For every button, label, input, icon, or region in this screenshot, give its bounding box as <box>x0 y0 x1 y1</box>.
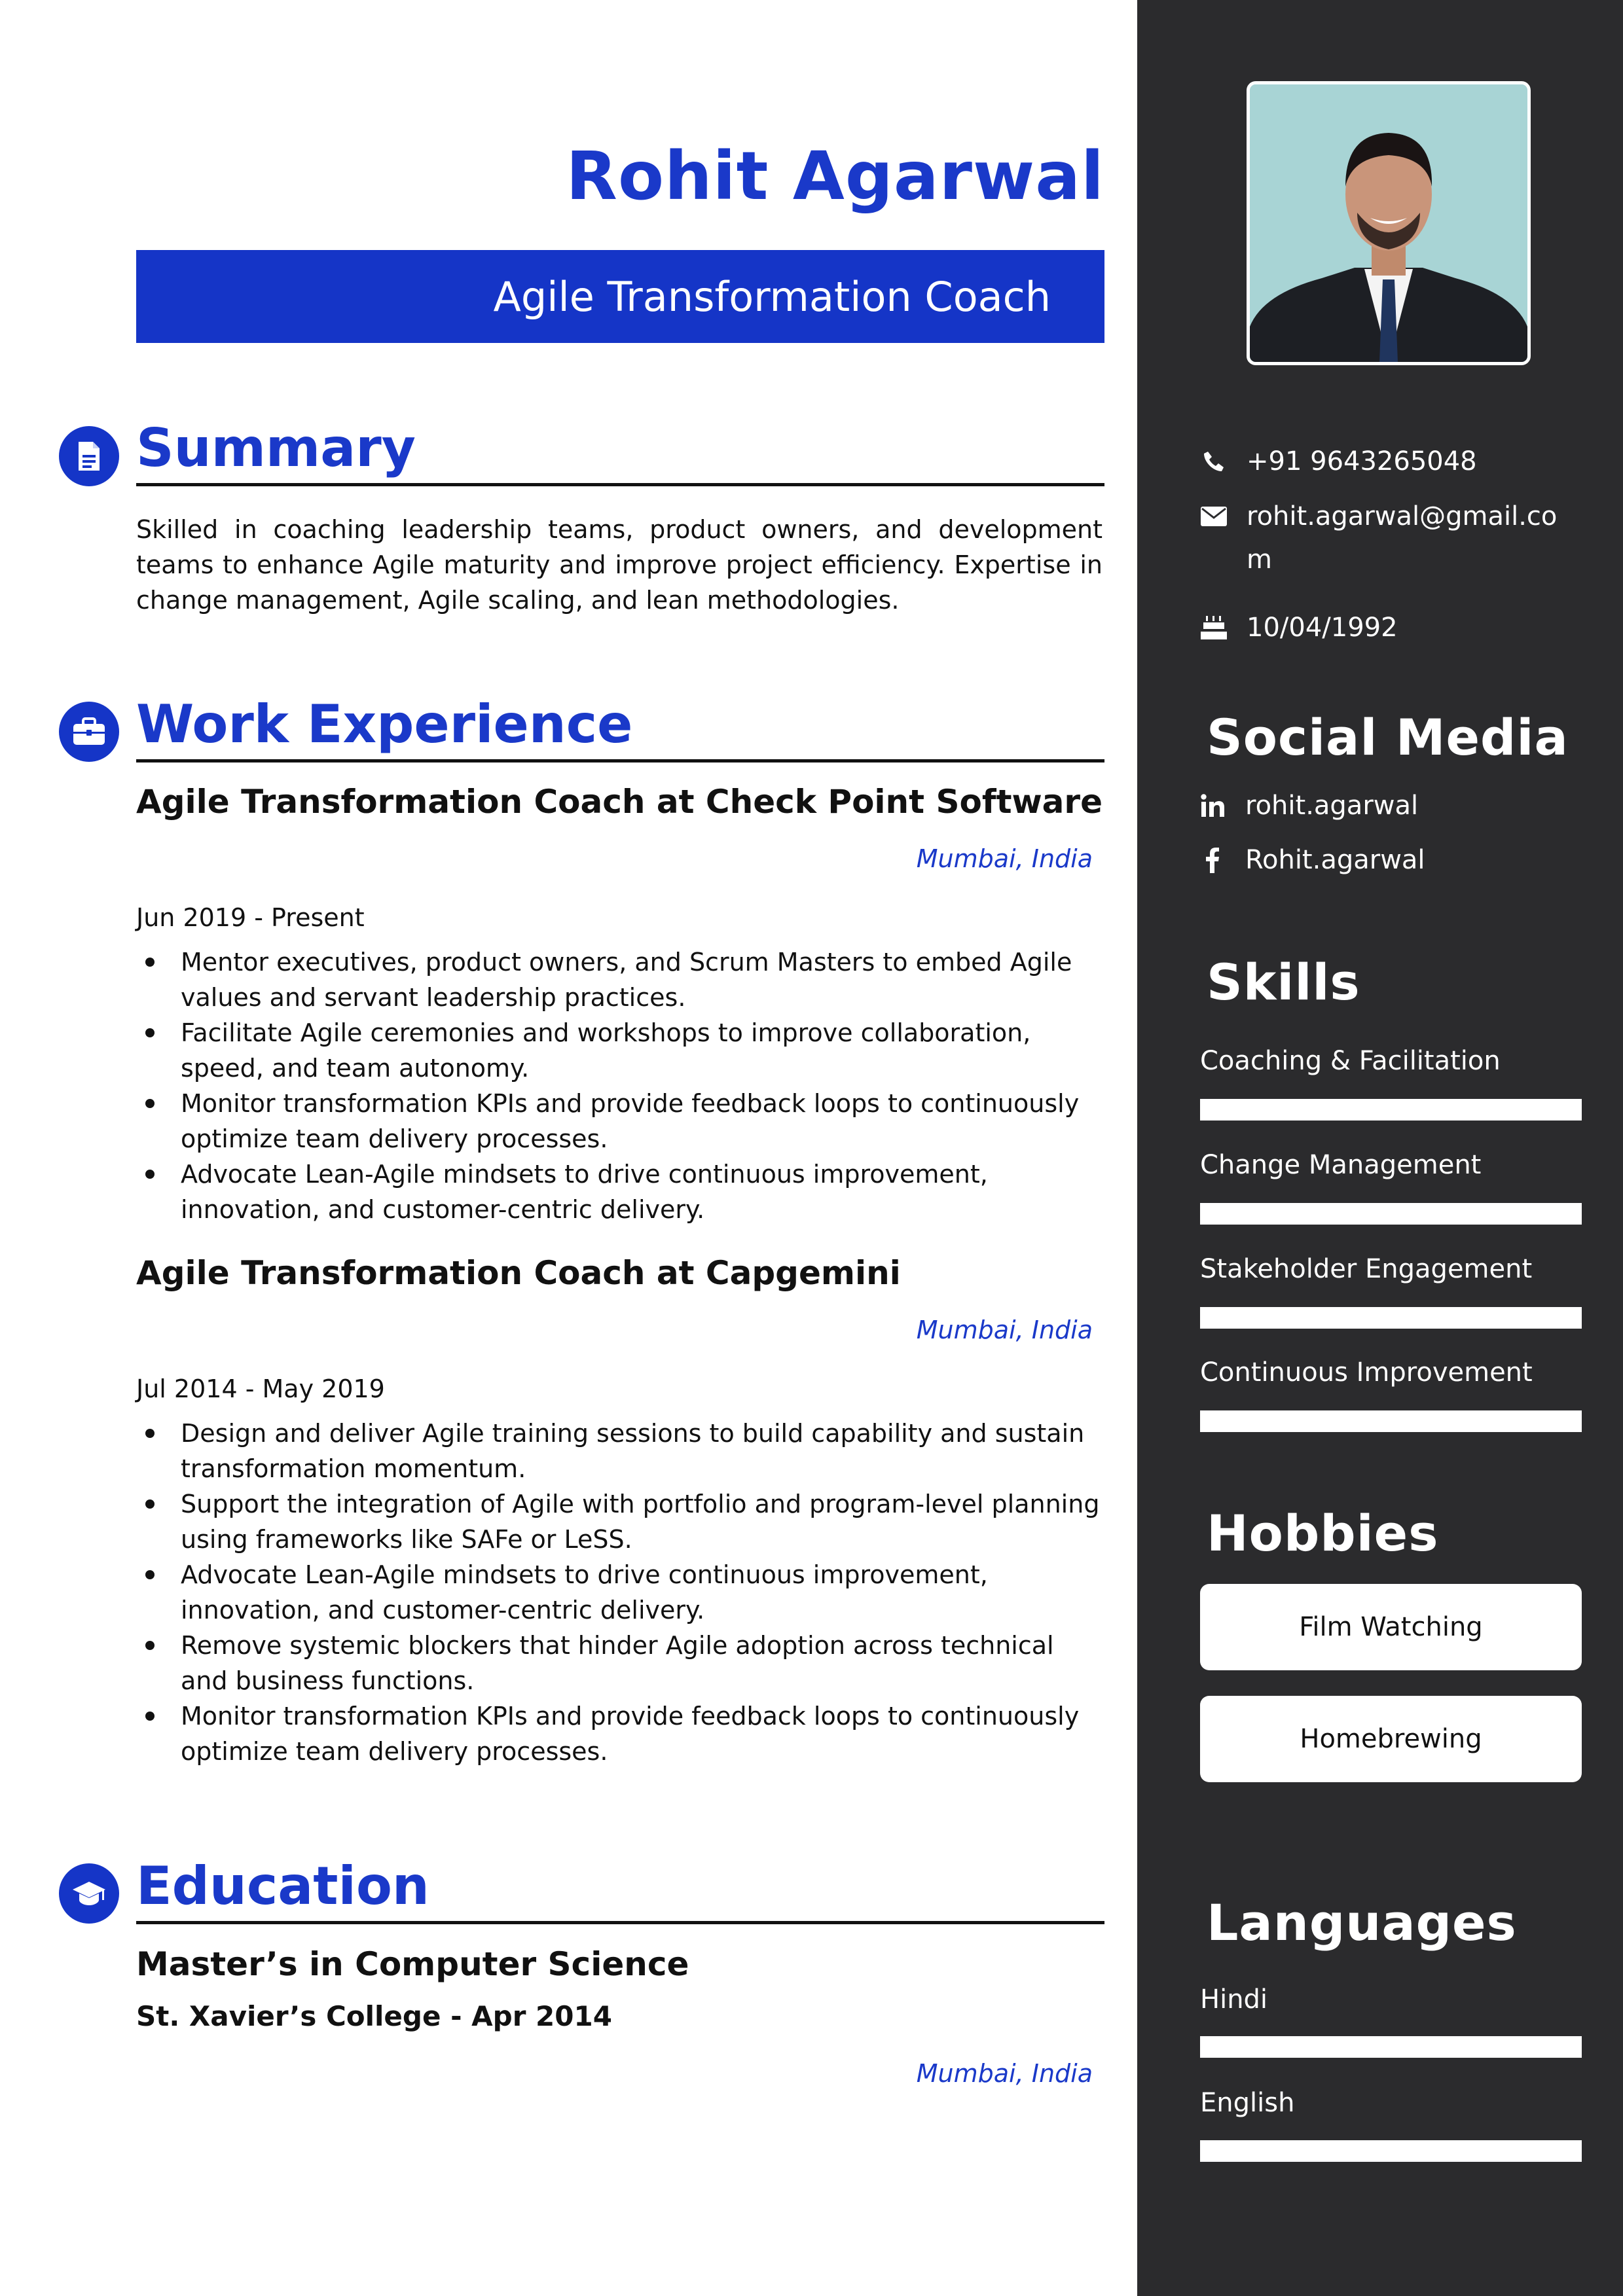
skill-bar <box>1200 1410 1582 1432</box>
sidebar <box>1137 0 1623 2296</box>
summary-text: Skilled in coaching leadership teams, product owners, and development teams to enhance Agile maturity and improve project efficiency. Expertise in change management, Agile scaling, and lean methodologies. <box>136 515 1103 615</box>
birthday-cake-icon <box>1199 606 1228 649</box>
skill-bar-fill <box>1200 1099 1582 1121</box>
list-item: Design and deliver Agile training sessions to build capability and sustain transformation momentum. <box>136 1416 1105 1486</box>
phone-icon <box>1199 440 1228 483</box>
list-item: Mentor executives, product owners, and Scrum Masters to embed Agile values and servant leadership practices. <box>136 944 1105 1015</box>
list-item: Remove systemic blockers that hinder Agile adoption across technical and business functions. <box>136 1628 1105 1698</box>
graduation-cap-icon <box>59 1863 119 1924</box>
list-item: Support the integration of Agile with portfolio and program-level planning using frameworks like SAFe or LeSS. <box>136 1486 1105 1557</box>
education-school: St. Xavier’s College - Apr 2014 <box>136 2000 612 2032</box>
linkedin-handle[interactable]: rohit.agarwal <box>1245 791 1419 821</box>
languages-heading: Languages <box>1207 1893 1517 1952</box>
contact-email <box>1199 495 1580 581</box>
job-title-1: Agile Transformation Coach at Check Point Software <box>136 783 1103 821</box>
language-bar-fill <box>1200 2140 1582 2162</box>
skill-bar <box>1200 1203 1582 1225</box>
language-bar <box>1200 2140 1582 2162</box>
job-location-1: Mumbai, India <box>916 844 1093 873</box>
hobbies-heading: Hobbies <box>1207 1504 1439 1562</box>
language-label: Hindi <box>1200 1984 1268 2015</box>
job-title-text: Agile Transformation Coach <box>493 272 1051 321</box>
work-experience-divider <box>136 759 1104 762</box>
list-item: Advocate Lean-Agile mindsets to drive continuous improvement, innovation, and customer-centric delivery. <box>136 1557 1105 1628</box>
skill-label: Continuous Improvement <box>1200 1357 1533 1388</box>
education-divider <box>136 1921 1104 1924</box>
candidate-name: Rohit Agarwal <box>566 137 1104 215</box>
job-bullets-1 <box>136 944 1105 1227</box>
contact-phone <box>1199 440 1580 483</box>
job-location-2: Mumbai, India <box>916 1316 1093 1344</box>
hobby-chip: Film Watching <box>1200 1584 1582 1670</box>
document-icon <box>59 426 119 486</box>
job-dates-1: Jun 2019 - Present <box>136 903 365 932</box>
envelope-icon <box>1199 495 1228 538</box>
job-title-banner <box>136 250 1104 343</box>
education-heading: Education <box>136 1856 429 1916</box>
job-bullets-2 <box>136 1416 1105 1769</box>
linkedin-icon <box>1199 793 1226 819</box>
skill-bar-fill <box>1200 1410 1582 1432</box>
work-experience-heading: Work Experience <box>136 694 633 755</box>
contact-dob <box>1199 606 1580 649</box>
language-bar-fill <box>1200 2036 1582 2058</box>
job-dates-2: Jul 2014 - May 2019 <box>136 1374 385 1403</box>
email-address: rohit.agarwal@gmail.com <box>1247 501 1558 575</box>
profile-photo <box>1247 81 1531 365</box>
hobby-chip: Homebrewing <box>1200 1696 1582 1782</box>
education-location: Mumbai, India <box>916 2059 1093 2088</box>
skill-label: Stakeholder Engagement <box>1200 1254 1533 1284</box>
briefcase-icon <box>59 702 119 762</box>
skill-bar-fill <box>1200 1203 1582 1225</box>
list-item: Facilitate Agile ceremonies and workshops to improve collaboration, speed, and team autonomy. <box>136 1015 1105 1086</box>
skill-bar <box>1200 1307 1582 1329</box>
list-item: Monitor transformation KPIs and provide feedback loops to continuously optimize team delivery processes. <box>136 1086 1105 1157</box>
phone-number: +91 9643265048 <box>1247 446 1477 476</box>
facebook-handle[interactable]: Rohit.agarwal <box>1245 845 1425 875</box>
skill-bar-fill <box>1200 1307 1582 1329</box>
language-label: English <box>1200 2088 1295 2118</box>
date-of-birth: 10/04/1992 <box>1247 613 1398 643</box>
facebook-icon <box>1199 847 1226 873</box>
skill-label: Change Management <box>1200 1150 1482 1180</box>
summary-heading: Summary <box>136 418 416 478</box>
summary-divider <box>136 483 1104 486</box>
list-item: Monitor transformation KPIs and provide feedback loops to continuously optimize team delivery processes. <box>136 1698 1105 1769</box>
skill-bar <box>1200 1099 1582 1121</box>
education-degree: Master’s in Computer Science <box>136 1945 689 1983</box>
social-linkedin <box>1199 791 1418 821</box>
social-facebook <box>1199 845 1425 875</box>
list-item: Advocate Lean-Agile mindsets to drive continuous improvement, innovation, and customer-centric delivery. <box>136 1157 1105 1227</box>
language-bar <box>1200 2036 1582 2058</box>
skills-heading: Skills <box>1207 953 1360 1011</box>
social-media-heading: Social Media <box>1207 708 1569 766</box>
job-title-2: Agile Transformation Coach at Capgemini <box>136 1254 901 1292</box>
skill-label: Coaching & Facilitation <box>1200 1046 1501 1076</box>
